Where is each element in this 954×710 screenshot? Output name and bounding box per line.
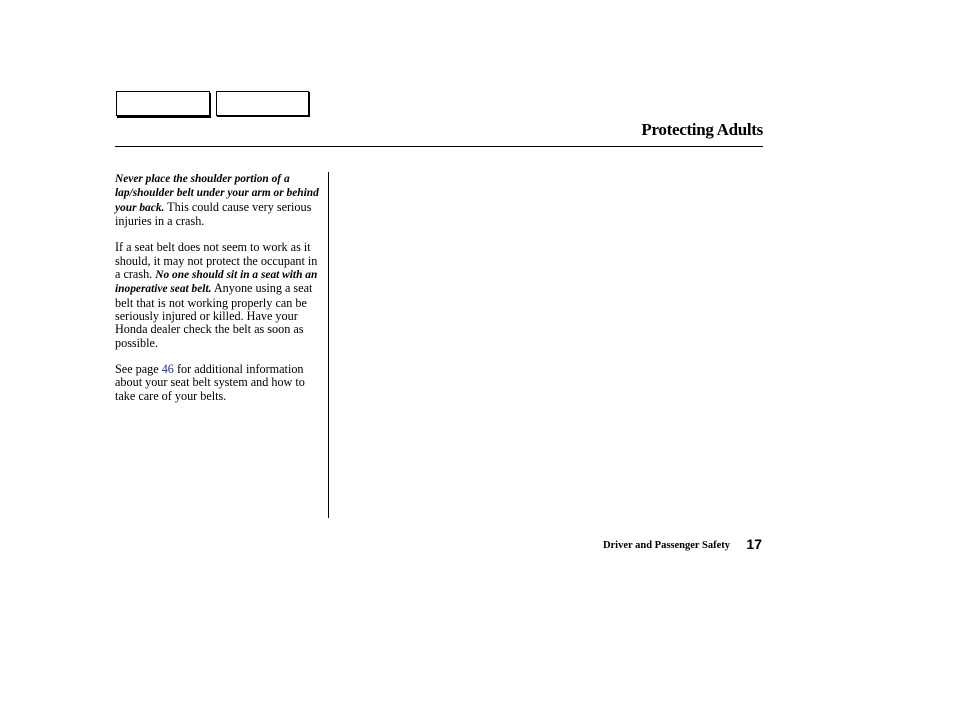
paragraph-see-page	[115, 363, 323, 403]
page-title: Protecting Adults	[641, 120, 763, 139]
paragraph-text: This could cause very serious injuries in a crash.	[115, 199, 312, 228]
warning-emphasis: Never place the shoulder portion of a lap/shoulder belt under your arm or behind your back.	[115, 173, 319, 214]
nav-button-previous[interactable]	[116, 91, 210, 116]
column-divider	[328, 172, 329, 518]
page-reference-link[interactable]: 46	[161, 362, 174, 377]
paragraph-text: See page	[115, 362, 162, 377]
paragraph-text: for additional information about your seat belt system and how to take care of your belts.	[115, 362, 305, 403]
footer-section-name: Driver and Passenger Safety	[602, 540, 730, 551]
paragraph-inoperative-belt	[115, 241, 323, 349]
page-number: 17	[746, 536, 762, 552]
nav-button-next[interactable]	[216, 91, 309, 116]
warning-emphasis: No one should sit in a seat with an inoperative seat belt.	[115, 269, 318, 296]
title-divider	[115, 146, 763, 147]
paragraph-text: If a seat belt does not seem to work as it should, it may not protect the occupant in a crash.	[115, 240, 318, 282]
paragraph-shoulder-belt-warning	[115, 172, 323, 228]
body-text-column	[115, 172, 323, 416]
paragraph-text: Anyone using a seat belt that is not working properly can be seriously injured or killed. Have your Honda dealer check the belt as soon as possible.	[115, 281, 313, 350]
